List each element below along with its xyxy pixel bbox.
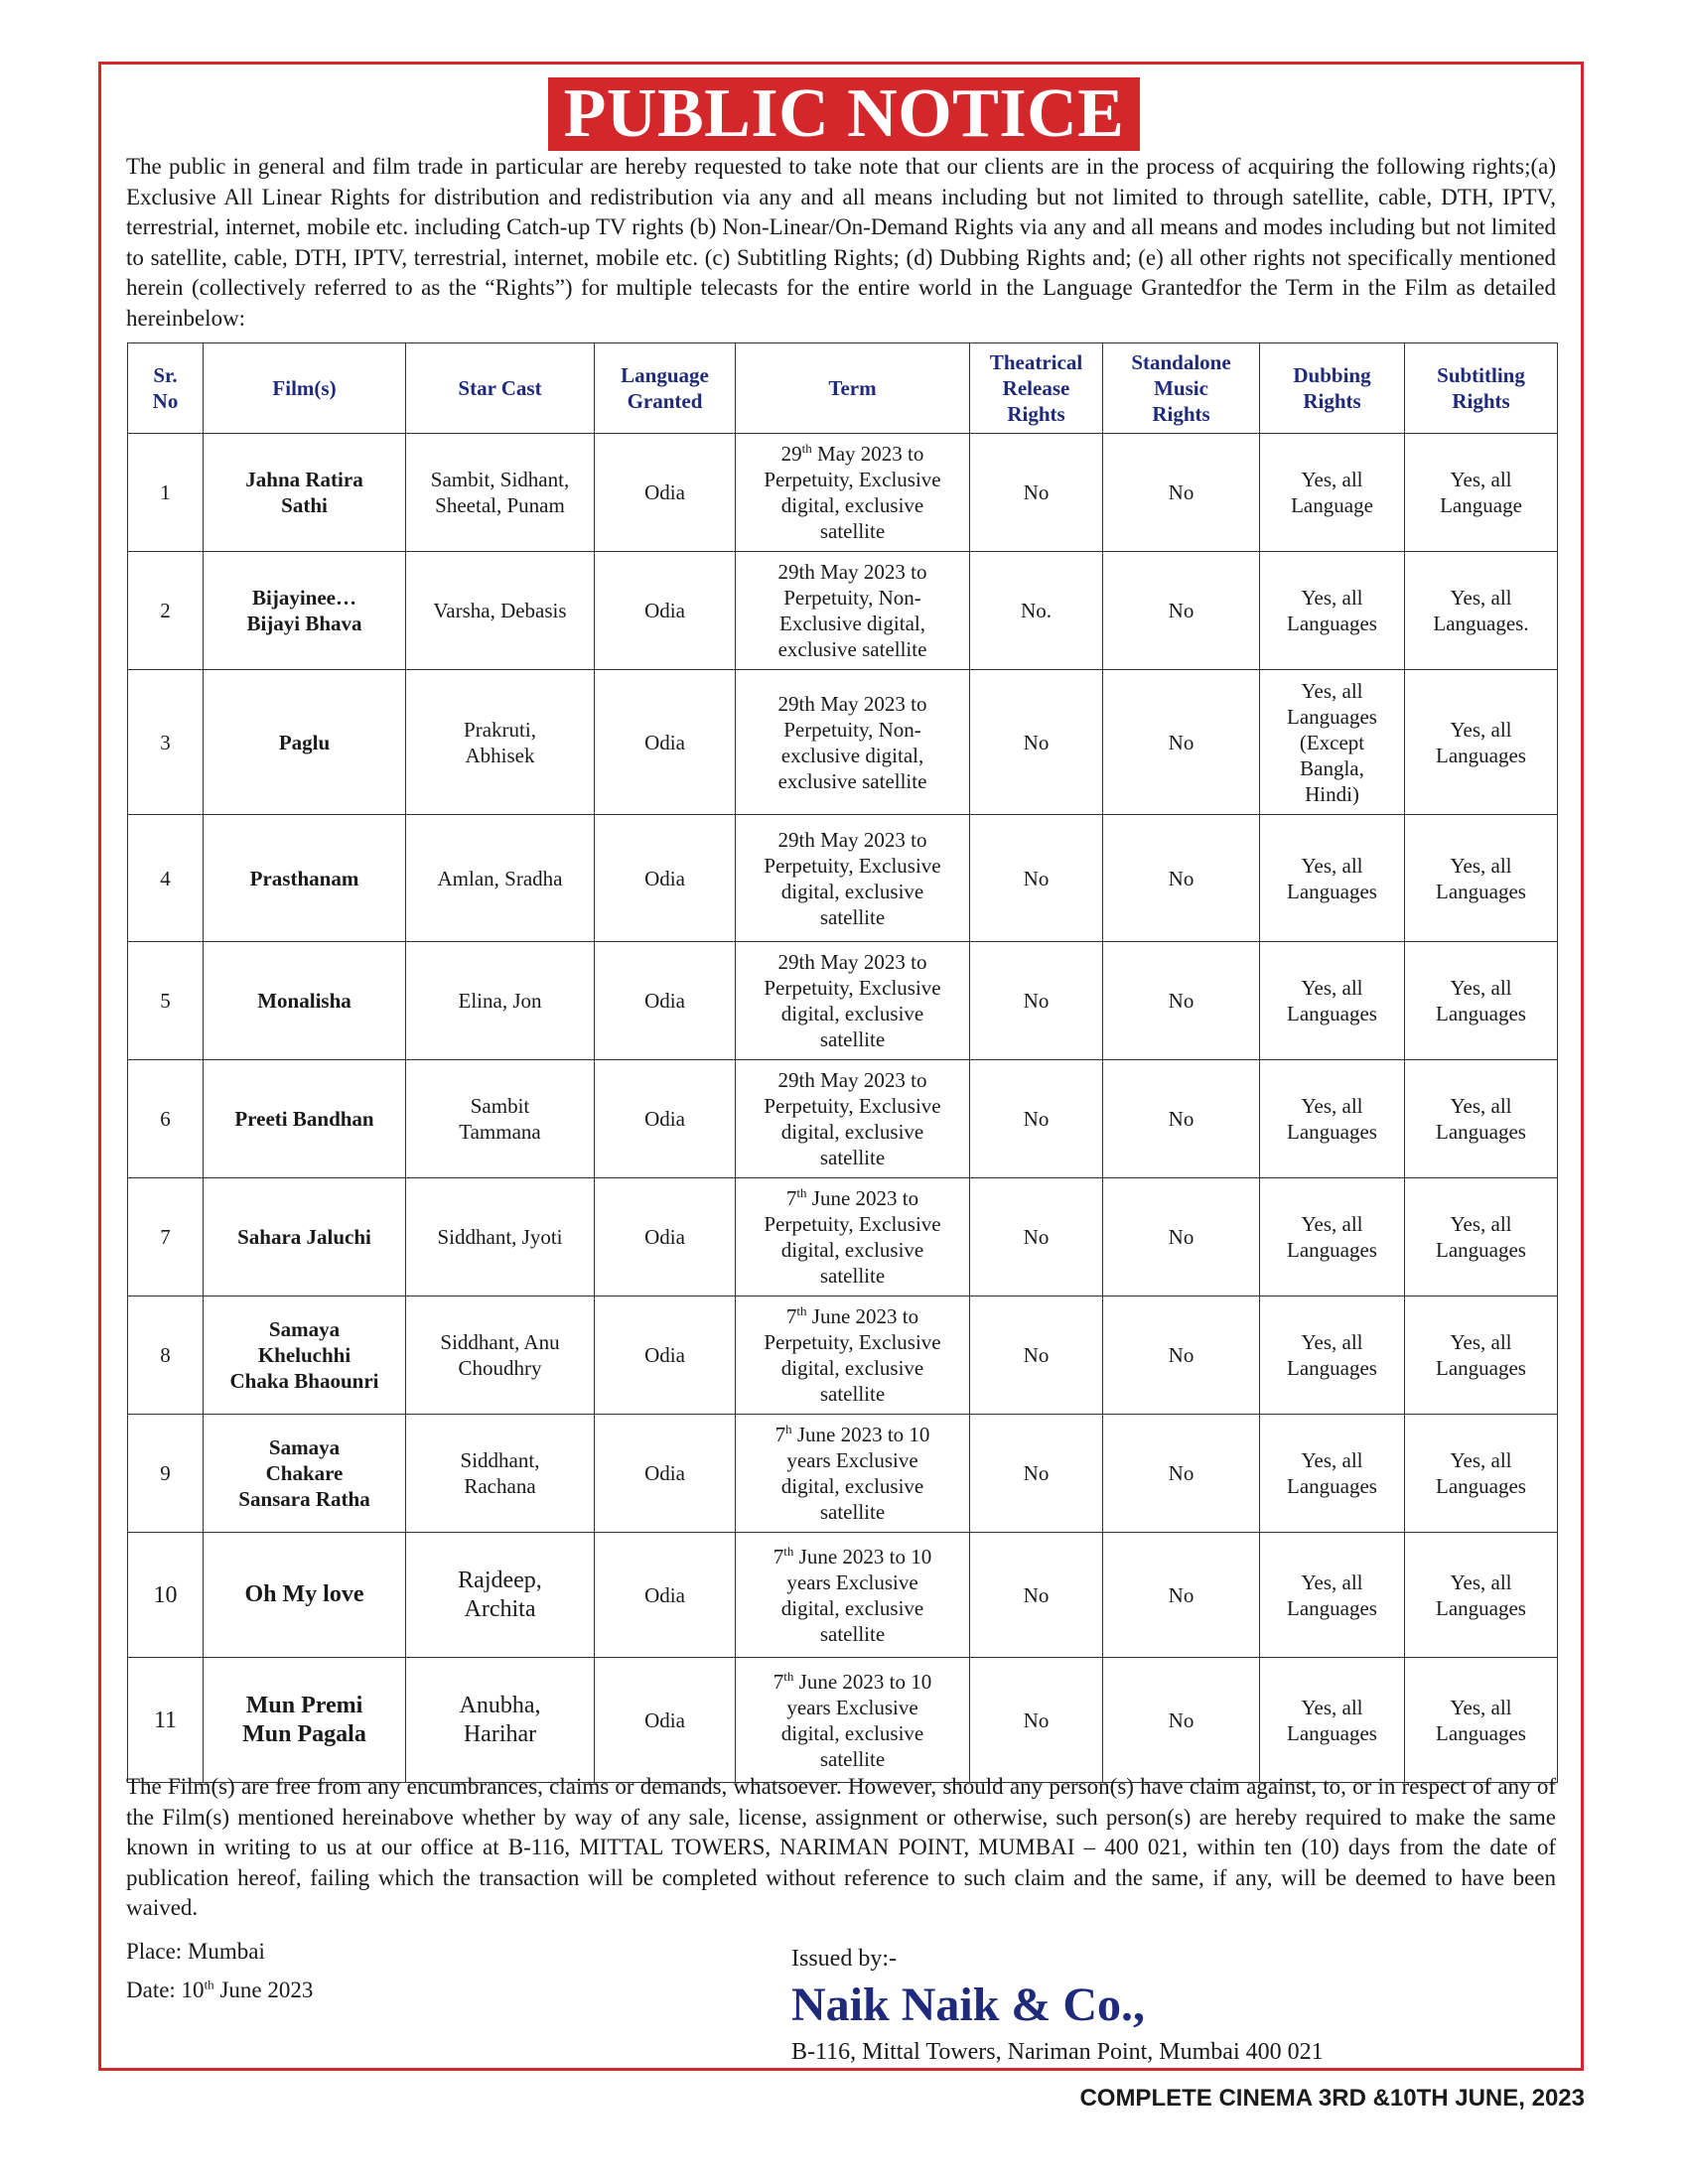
header-subtitling: Subtitling Rights [1405, 343, 1558, 434]
cell-term: 29th May 2023 to Perpetuity, Exclusive digital, exclusive satellite [736, 815, 970, 942]
cell-theatrical: No [970, 434, 1103, 552]
header-theatrical: Theatrical Release Rights [970, 343, 1103, 434]
cell-subtitling: Yes, all Languages [1405, 1297, 1558, 1415]
table-row [128, 1060, 1558, 1178]
firm-address: B-116, Mittal Towers, Nariman Point, Mumbai 400 021 [791, 2039, 1324, 2065]
cell-film: Preeti Bandhan [204, 1060, 406, 1178]
cell-film: Jahna Ratira Sathi [204, 434, 406, 552]
header-term: Term [736, 343, 970, 434]
cell-music: No [1103, 815, 1260, 942]
cell-cast: Sambit Tammana [406, 1060, 595, 1178]
cell-dubbing: Yes, all Languages (Except Bangla, Hindi) [1260, 670, 1405, 815]
cell-term: 29th May 2023 to Perpetuity, Exclusive digital, exclusive satellite [736, 1060, 970, 1178]
cell-sr-no: 8 [128, 1297, 204, 1415]
header-sr-no: Sr. No [128, 343, 204, 434]
cell-subtitling: Yes, all Languages [1405, 1060, 1558, 1178]
cell-language: Odia [595, 1533, 736, 1658]
cell-cast: Rajdeep, Archita [406, 1533, 595, 1658]
cell-music: No [1103, 1533, 1260, 1658]
cell-term: 7th June 2023 to Perpetuity, Exclusive digital, exclusive satellite [736, 1178, 970, 1297]
cell-cast: Siddhant, Rachana [406, 1415, 595, 1533]
cell-music: No [1103, 1415, 1260, 1533]
cell-theatrical: No [970, 1533, 1103, 1658]
cell-subtitling: Yes, all Languages [1405, 1415, 1558, 1533]
issued-by-label: Issued by:- [791, 1946, 897, 1972]
table-row [128, 1178, 1558, 1297]
cell-term: 7$^h$ June 2023 to 10 years Exclusive digital, exclusive satellite [736, 1415, 970, 1533]
cell-sr-no: 5 [128, 942, 204, 1060]
cell-language: Odia [595, 815, 736, 942]
cell-film: Paglu [204, 670, 406, 815]
cell-sr-no: 9 [128, 1415, 204, 1533]
cell-sr-no: 3 [128, 670, 204, 815]
cell-dubbing: Yes, all Languages [1260, 1060, 1405, 1178]
cell-music: No [1103, 1178, 1260, 1297]
cell-language: Odia [595, 434, 736, 552]
cell-subtitling: Yes, all Languages [1405, 942, 1558, 1060]
table-row [128, 1415, 1558, 1533]
cell-cast: Siddhant, Jyoti [406, 1178, 595, 1297]
cell-cast: Siddhant, Anu Choudhry [406, 1297, 595, 1415]
outro-paragraph: The Film(s) are free from any encumbrances, claims or demands, whatsoever. However, should any person(s) have claim against, to, or in respect of any of the Film(s) mentioned hereinabove whether by way of any sale, license, assignment or otherwise, such person(s) are hereby required to make the same known in writing to us at our office at B-116, MITTAL TOWERS, NARIMAN POINT, MUMBAI – 400 021, within ten (10) days from the date of publication hereof, failing which the transaction will be completed without reference to such claim and the same, if any, will be deemed to have been waived. [126, 1774, 1556, 1920]
cell-film: Sahara Jaluchi [204, 1178, 406, 1297]
cell-theatrical: No [970, 815, 1103, 942]
cell-term: 29th May 2023 to Perpetuity, Exclusive digital, exclusive satellite [736, 942, 970, 1060]
cell-dubbing: Yes, all Languages [1260, 1297, 1405, 1415]
rights-table [127, 342, 1558, 1783]
cell-language: Odia [595, 1658, 736, 1783]
cell-term: 7th June 2023 to 10 years Exclusive digital, exclusive satellite [736, 1533, 970, 1658]
intro-paragraph: The public in general and film trade in particular are hereby requested to take note that our clients are in the process of acquiring the following rights;(a) Exclusive All Linear Rights for distribution and redistribution via any and all means including but not limited to through satellite, cable, DTH, IPTV, terrestrial, internet, mobile etc. including Catch-up TV rights (b) Non-Linear/On-Demand Rights via any and all means and modes including but not limited to satellite, cable, DTH, IPTV, terrestrial, internet, mobile etc. (c) Subtitling Rights; (d) Dubbing Rights and; (e) all other rights not specifically mentioned herein (collectively referred to as the “Rights”) for multiple telecasts for the entire world in the Language Grantedfor the Term in the Film as detailed hereinbelow: [126, 154, 1556, 331]
cell-film: Prasthanam [204, 815, 406, 942]
cell-subtitling: Yes, all Languages [1405, 670, 1558, 815]
cell-film: Monalisha [204, 942, 406, 1060]
cell-cast: Anubha, Harihar [406, 1658, 595, 1783]
header-music: Standalone Music Rights [1103, 343, 1260, 434]
cell-sr-no: 2 [128, 552, 204, 670]
cell-dubbing: Yes, all Languages [1260, 1533, 1405, 1658]
cell-term: 29th May 2023 to Perpetuity, Non- exclusive digital, exclusive satellite [736, 670, 970, 815]
table-row [128, 670, 1558, 815]
cell-dubbing: Yes, all Languages [1260, 1178, 1405, 1297]
cell-music: No [1103, 670, 1260, 815]
cell-language: Odia [595, 552, 736, 670]
cell-language: Odia [595, 670, 736, 815]
cell-sr-no: 11 [128, 1658, 204, 1783]
rights-table-body [128, 434, 1558, 1783]
cell-cast: Elina, Jon [406, 942, 595, 1060]
cell-sr-no: 10 [128, 1533, 204, 1658]
cell-language: Odia [595, 942, 736, 1060]
notice-title: PUBLIC NOTICE [548, 77, 1141, 151]
cell-film: Samaya Chakare Sansara Ratha [204, 1415, 406, 1533]
cell-theatrical: No [970, 1415, 1103, 1533]
header-language: Language Granted [595, 343, 736, 434]
cell-dubbing: Yes, all Language [1260, 434, 1405, 552]
cell-term: 29th May 2023 to Perpetuity, Non- Exclusive digital, exclusive satellite [736, 552, 970, 670]
cell-theatrical: No [970, 942, 1103, 1060]
cell-sr-no: 6 [128, 1060, 204, 1178]
cell-music: No [1103, 942, 1260, 1060]
cell-theatrical: No [970, 1658, 1103, 1783]
cell-music: No [1103, 434, 1260, 552]
table-header-row [128, 343, 1558, 434]
table-row [128, 1297, 1558, 1415]
cell-theatrical: No [970, 1178, 1103, 1297]
cell-sr-no: 7 [128, 1178, 204, 1297]
cell-theatrical: No [970, 670, 1103, 815]
firm-name: Naik Naik & Co., [791, 1979, 1146, 2031]
cell-language: Odia [595, 1415, 736, 1533]
table-row [128, 552, 1558, 670]
cell-subtitling: Yes, all Languages [1405, 815, 1558, 942]
cell-cast: Amlan, Sradha [406, 815, 595, 942]
cell-film: Mun Premi Mun Pagala [204, 1658, 406, 1783]
cell-term: 7th June 2023 to Perpetuity, Exclusive digital, exclusive satellite [736, 1297, 970, 1415]
cell-dubbing: Yes, all Languages [1260, 942, 1405, 1060]
title-wrap [0, 77, 1688, 151]
table-row [128, 1533, 1558, 1658]
table-row [128, 942, 1558, 1060]
header-film: Film(s) [204, 343, 406, 434]
header-cast: Star Cast [406, 343, 595, 434]
cell-music: No [1103, 1658, 1260, 1783]
cell-subtitling: Yes, all Language [1405, 434, 1558, 552]
cell-term: 7th June 2023 to 10 years Exclusive digital, exclusive satellite [736, 1658, 970, 1783]
cell-theatrical: No. [970, 552, 1103, 670]
cell-dubbing: Yes, all Languages [1260, 815, 1405, 942]
cell-cast: Varsha, Debasis [406, 552, 595, 670]
table-row [128, 815, 1558, 942]
cell-dubbing: Yes, all Languages [1260, 552, 1405, 670]
cell-film: Samaya Kheluchhi Chaka Bhaounri [204, 1297, 406, 1415]
cell-dubbing: Yes, all Languages [1260, 1658, 1405, 1783]
cell-film: Bijayinee… Bijayi Bhava [204, 552, 406, 670]
cell-sr-no: 4 [128, 815, 204, 942]
cell-music: No [1103, 1297, 1260, 1415]
cell-subtitling: Yes, all Languages. [1405, 552, 1558, 670]
date-line: Date: 10th June 2023 [126, 1977, 314, 2002]
cell-subtitling: Yes, all Languages [1405, 1178, 1558, 1297]
cell-language: Odia [595, 1060, 736, 1178]
cell-cast: Prakruti, Abhisek [406, 670, 595, 815]
cell-film: Oh My love [204, 1533, 406, 1658]
cell-subtitling: Yes, all Languages [1405, 1533, 1558, 1658]
cell-language: Odia [595, 1297, 736, 1415]
cell-theatrical: No [970, 1060, 1103, 1178]
place-line: Place: Mumbai [126, 1939, 265, 1964]
publication-footer: COMPLETE CINEMA 3RD &10TH JUNE, 2023 [1079, 2085, 1585, 2112]
table-row [128, 434, 1558, 552]
cell-term: 29th May 2023 to Perpetuity, Exclusive digital, exclusive satellite [736, 434, 970, 552]
cell-music: No [1103, 1060, 1260, 1178]
cell-dubbing: Yes, all Languages [1260, 1415, 1405, 1533]
cell-language: Odia [595, 1178, 736, 1297]
cell-subtitling: Yes, all Languages [1405, 1658, 1558, 1783]
header-dubbing: Dubbing Rights [1260, 343, 1405, 434]
cell-music: No [1103, 552, 1260, 670]
cell-cast: Sambit, Sidhant, Sheetal, Punam [406, 434, 595, 552]
table-row [128, 1658, 1558, 1783]
cell-theatrical: No [970, 1297, 1103, 1415]
cell-sr-no: 1 [128, 434, 204, 552]
